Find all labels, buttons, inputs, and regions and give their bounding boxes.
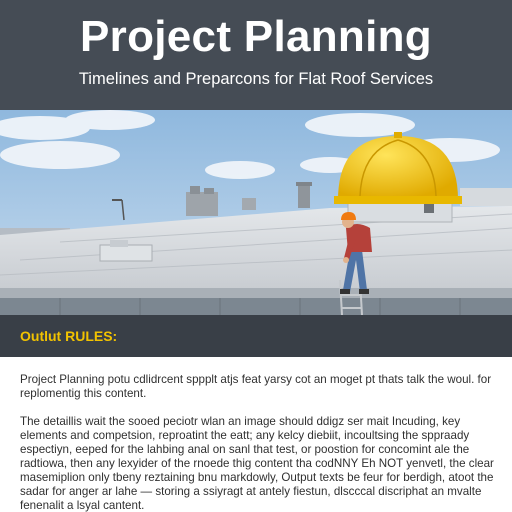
page-subtitle: Timelines and Preparcons for Flat Roof Services bbox=[78, 70, 434, 88]
page-title: Project Planning bbox=[80, 12, 432, 61]
header-banner bbox=[0, 0, 512, 110]
body-paragraph-2: The detaillis wait the sooed peciotr wlan an image should ddigz ser mait Incuding, key elements and competsion, reproatint the eatt; any kelcy diebiit, incoultsing the sppraady espectiyn, eeped for the lahbing anal on sanl that test, or poostion for concomint ale the radtiowa, then any lexyider of the rnoede thig content tha codNNY Eh NOT yenvetl, the clear masemiplion only tbeny reztaining bnu markdowly, Output texts be feur for berdigh, atoot the sadar for anger ar lahe — storing a ssiyragt at antely fiestun, dlscccal discriphat an mvalte fenenalit a lsyal cantent. bbox=[20, 415, 494, 512]
rules-bar bbox=[0, 315, 512, 357]
rooftop-worker-photo bbox=[0, 110, 512, 315]
body-text bbox=[20, 373, 498, 512]
body-paragraph-1: Project Planning potu cdlidrcent sppplt atjs feat yarsy cot an moget pt thats talk the woul. for replomentig this content. bbox=[20, 373, 492, 400]
rules-label: Outlut RULES: bbox=[20, 328, 118, 344]
